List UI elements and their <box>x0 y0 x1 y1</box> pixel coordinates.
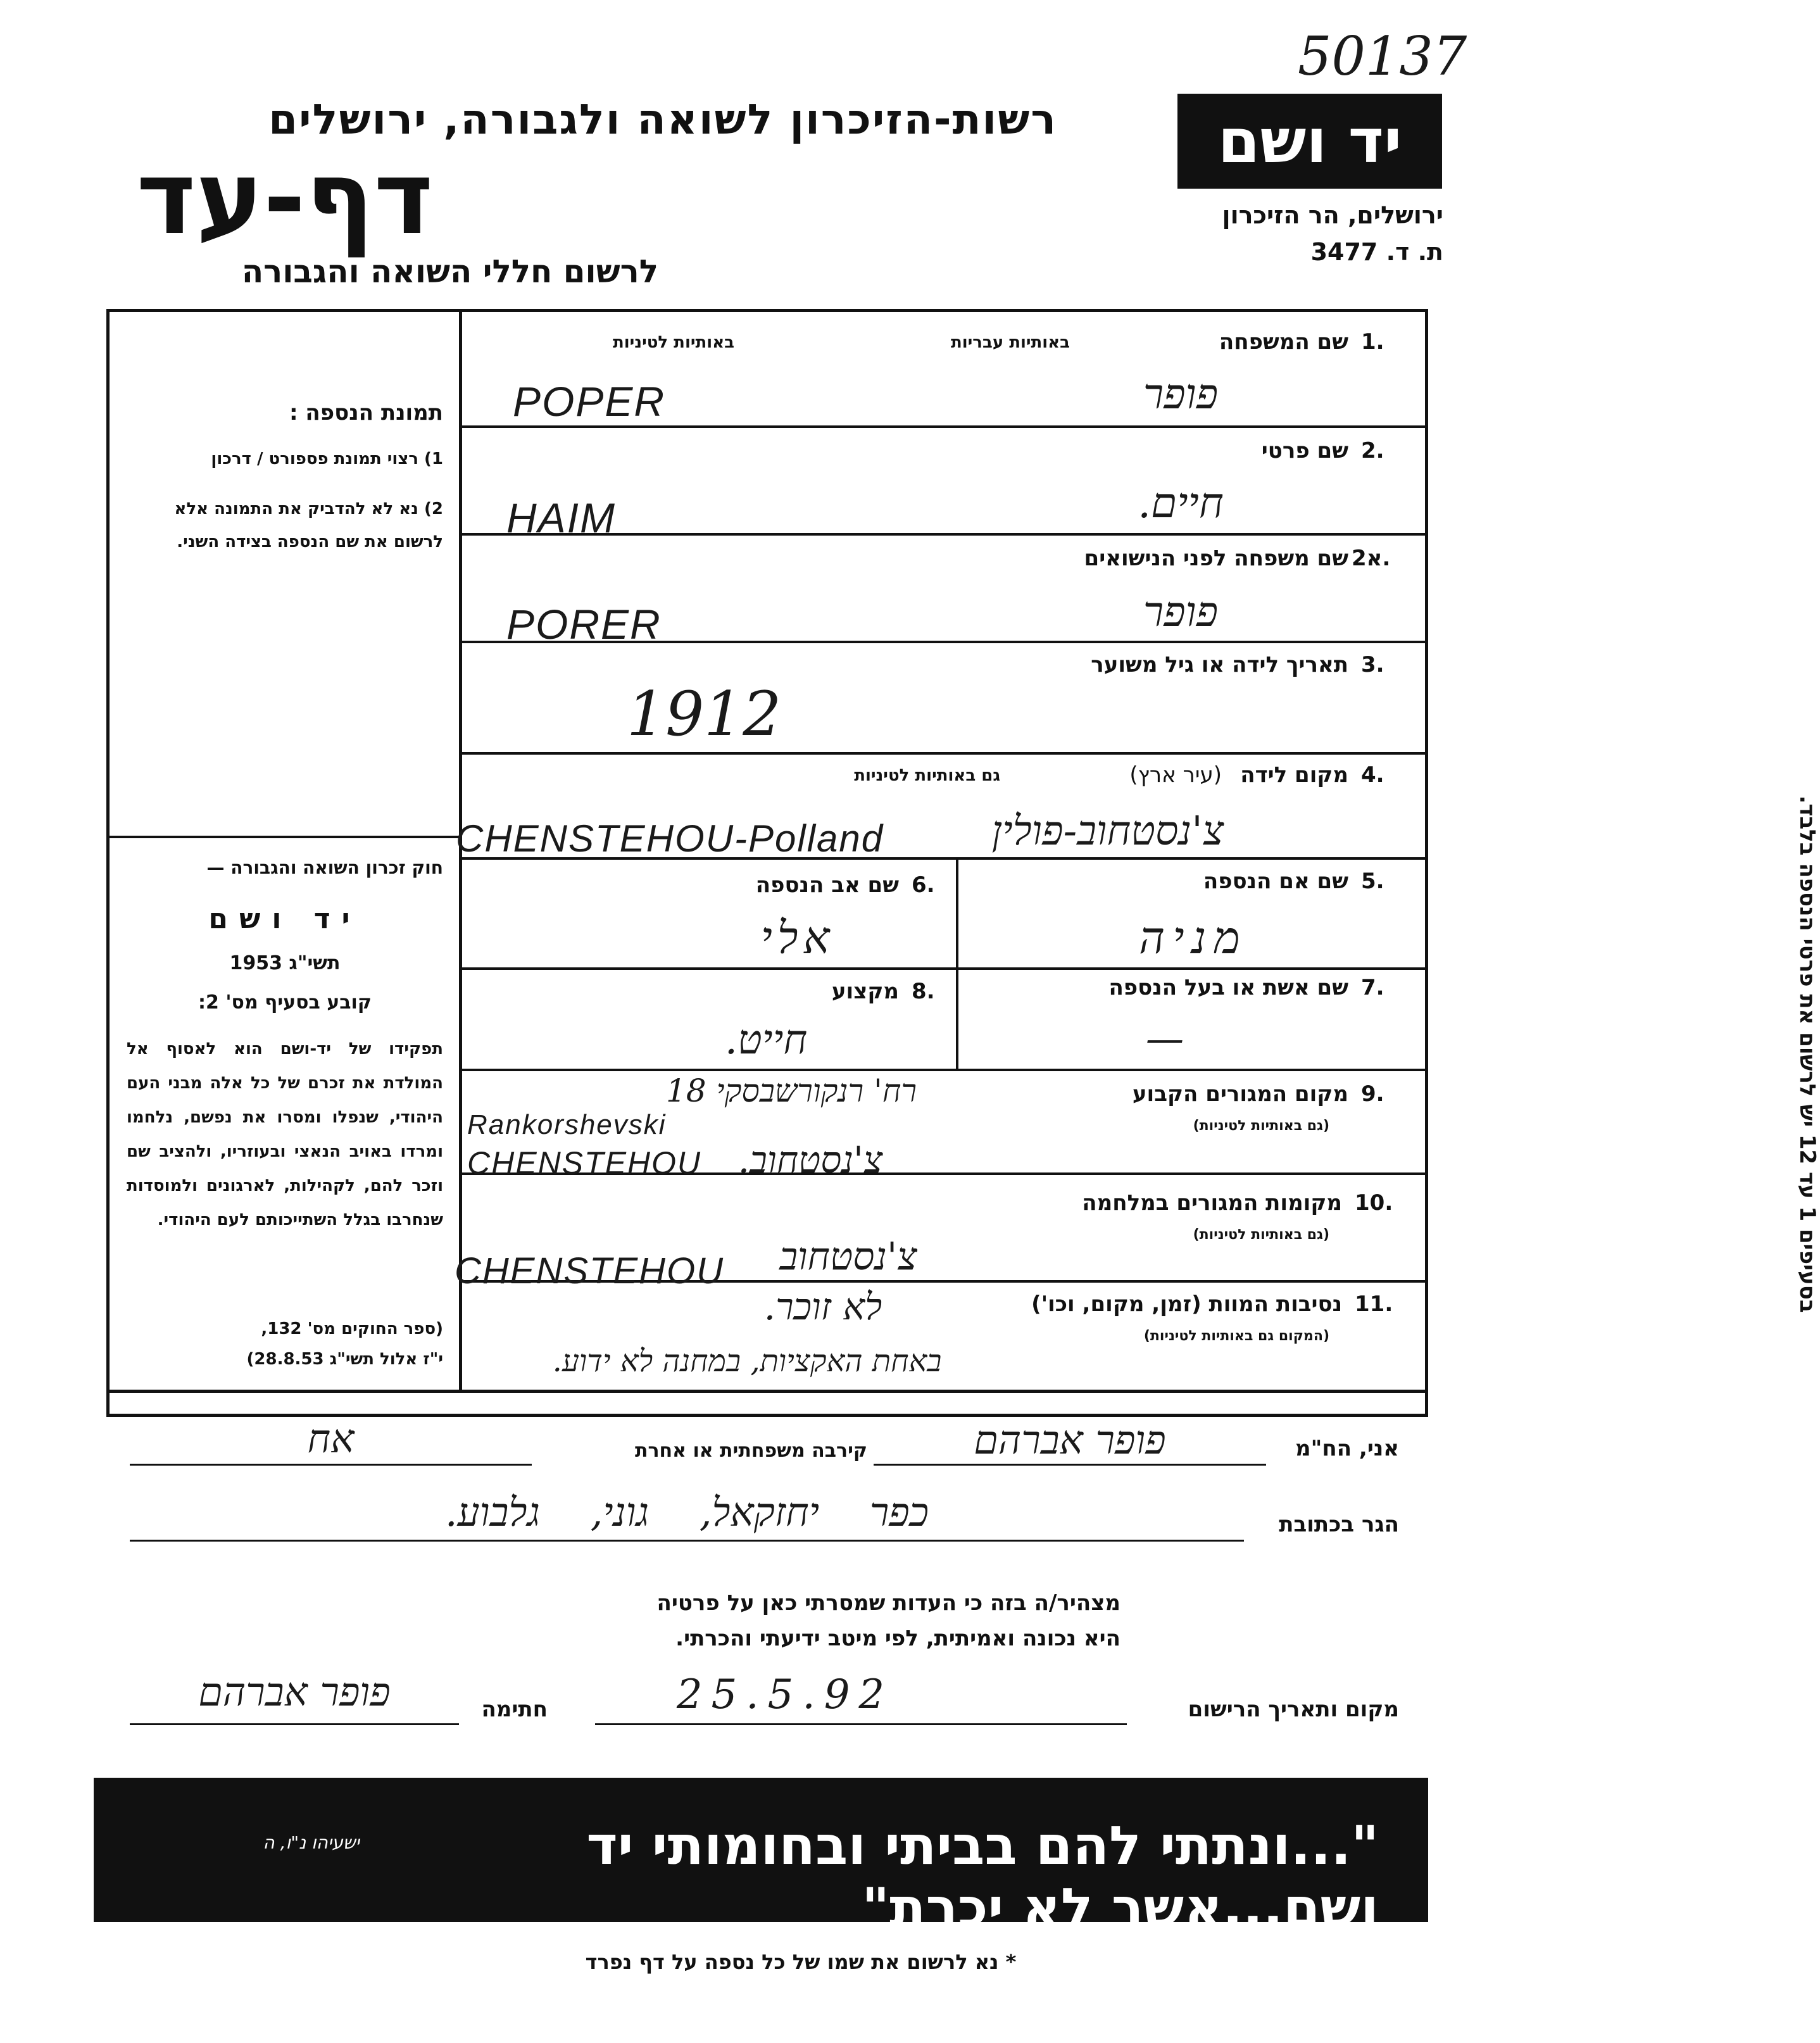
signature: פופר אברהם <box>198 1669 391 1715</box>
field-8-value: חייט. <box>724 1017 808 1064</box>
field-8-label: מקצוע <box>831 979 899 1004</box>
law-text: תפקידו של יד-ושם הוא לאסוף אל המולדת את זכרם של כל אלה מבני העם היהודי, שנפלו ומסרו את נפשם, נלחמו ומרדו באויב הנאצי ובעוזריו, ולהציב שם וזכר להם, לקהילות, לארגונים ולמוסדות שנחרבו בגלל השתייכותם לעם היהודי. <box>127 1040 443 1229</box>
field-9-number: 9. <box>1361 1081 1384 1107</box>
quote-banner <box>94 1778 1428 1939</box>
field-4-value-latin: CHENSTEHOU-Polland <box>456 817 884 860</box>
declarant-name: פופר אברהם <box>974 1417 1166 1463</box>
photo-note-1: 1) רצוי תמונת פספורט / דרכון <box>211 449 443 468</box>
field-2-number: 2. <box>1361 438 1384 463</box>
field-6-value: אלי <box>760 912 835 964</box>
field-9-value-lat-line2: CHENSTEHOU <box>467 1145 702 1181</box>
field-2a-label: שם משפחה לפני הנישואים <box>1084 546 1348 571</box>
declarant-label: אני, הח"מ <box>1295 1436 1399 1461</box>
field-3-label: תאריך לידה או גיל משוער <box>1091 652 1348 677</box>
field-7-value: — <box>1146 1017 1184 1061</box>
registration-date: 25.5.92 <box>676 1671 894 1718</box>
field-7-label: שם אשת או בעל הנספה <box>1108 975 1348 1000</box>
logo-text: יד ושם <box>1217 106 1402 177</box>
field-11-number: 11. <box>1355 1292 1393 1317</box>
photo-note-2: 2) נא לא להדביק את התמונה אלא לרשום את שם הנספה בצידה השני. <box>174 500 443 551</box>
photo-title: תמונת הנספה : <box>289 400 443 425</box>
yad-vashem-logo <box>1177 94 1442 189</box>
footer-note: * נא לרשום את שמו של כל נספה על דף נפרד <box>585 1950 1017 1974</box>
address-label: הגר בכתובת <box>1279 1512 1399 1537</box>
field-10-value-latin: CHENSTEHOU <box>455 1250 725 1292</box>
field-4-label-paren: (עיר ארץ) <box>1129 762 1222 788</box>
field-2a-value-latin: PORER <box>506 601 662 648</box>
field-10-value-hebrew: צ'נסטחוב <box>779 1235 917 1279</box>
form-title: דף-עד <box>136 139 434 257</box>
field-8-number: 8. <box>912 979 935 1004</box>
signature-label: חתימה <box>481 1697 548 1722</box>
field-7-number: 7. <box>1361 975 1384 1000</box>
place-date-label: מקום ותאריך הרישום <box>1188 1697 1399 1722</box>
field-11-note: (המקום גם באותיות לטיניות) <box>1143 1328 1329 1344</box>
field-10-label: מקומות המגורים במלחמה <box>1082 1190 1342 1216</box>
field-2-value-latin: HAIM <box>506 494 616 541</box>
field-4-latin-col: גם באותיות לטיניות <box>854 766 1000 785</box>
address-value: כפר יחזקאל, גוני, גלבוע. <box>444 1489 929 1535</box>
field-1-value-latin: POPER <box>513 378 666 425</box>
law-title: חוק זכרון השואה והגבורה — <box>206 857 443 878</box>
field-9-note: (גם באותיות לטיניות) <box>1193 1118 1329 1134</box>
law-source-2: י"ז אלול תשי"ג 28.8.53) <box>246 1350 443 1369</box>
field-1-value-hebrew: פופר <box>1143 370 1219 418</box>
law-source-1: (ספר החוקים מס' 132, <box>261 1319 443 1338</box>
form-subtitle: לרשום חללי השואה והגבורה <box>241 253 658 290</box>
field-11-label: נסיבות המוות (זמן, מקום, וכו') <box>1031 1292 1342 1317</box>
field-10-note: (גם באותיות לטיניות) <box>1193 1227 1329 1243</box>
field-2a-value-hebrew: פופר <box>1143 588 1219 636</box>
field-11-value-line1: לא זוכר. <box>763 1285 882 1328</box>
field-6-number: 6. <box>912 872 935 898</box>
field-10-number: 10. <box>1355 1190 1393 1216</box>
law-clause: קובע בסעיף מס' 2: <box>198 991 372 1014</box>
side-note: בסעיפים 1 עד 12 יש לרשום את פרטי הנספה בלבד. <box>1795 795 1820 1313</box>
relation-label: קירבה משפחתית או אחרת <box>635 1440 867 1462</box>
field-3-number: 3. <box>1361 652 1384 677</box>
field-6-label: שם אב הנספה <box>755 872 899 898</box>
field-5-label: שם אם הנספה <box>1203 869 1348 894</box>
relation-value: אח <box>307 1416 355 1462</box>
field-11-value-line2: באחת האקציות, במחנה לא ידוע. <box>552 1343 942 1379</box>
law-year: תשי"ג 1953 <box>229 952 341 974</box>
field-1-label: שם המשפחה <box>1219 329 1348 355</box>
field-4-number: 4. <box>1361 762 1384 788</box>
field-1-number: 1. <box>1361 329 1384 355</box>
law-name: יד ושם <box>208 903 361 935</box>
statement-line-1: מצהיר/ה בזה כי העדות שמסרתי כאן על פרטיה <box>656 1590 1120 1616</box>
field-2a-number: 2א. <box>1352 546 1391 571</box>
banner-quote: "...ונתתי להם בביתי ובחומותי יד ושם...אשר לא יכרת" <box>586 1814 1379 1939</box>
field-9-value-lat-line1: Rankorshevski <box>467 1109 667 1140</box>
statement-line-2: היא נכונה ואמיתית, לפי מיטב ידיעתי והכרתי. <box>675 1626 1120 1651</box>
field-9-value-heb-line2: צ'נסטחוב. <box>737 1138 883 1181</box>
field-5-number: 5. <box>1361 869 1384 894</box>
field-9-value-heb-line1: רח' רנקורשבסקי 18 <box>665 1072 917 1109</box>
banner-source: ישעיהו נ"ו, ה <box>263 1832 360 1853</box>
field-1-hebrew-col: באותיות עבריות <box>950 333 1070 352</box>
field-9-label: מקום המגורים הקבוע <box>1132 1081 1348 1107</box>
archive-number: 50137 <box>1298 25 1467 87</box>
authority-heading: רשות-הזיכרון לשואה ולגבורה, ירושלים <box>268 95 1057 144</box>
field-2-label: שם פרטי <box>1261 438 1348 463</box>
address-line1: ירושלים, הר הזיכרון <box>1222 201 1443 229</box>
field-4-value-hebrew: צ'נסטחוב-פולין <box>991 808 1224 855</box>
field-4-label: מקום לידה <box>1240 762 1348 788</box>
field-3-value: 1912 <box>627 679 782 750</box>
field-5-value: מניה <box>1139 912 1248 964</box>
field-1-latin-col: באותיות לטיניות <box>612 333 734 352</box>
address-line2: ת. ד. 3477 <box>1310 238 1443 266</box>
field-2-value-hebrew: חיים. <box>1138 479 1224 527</box>
